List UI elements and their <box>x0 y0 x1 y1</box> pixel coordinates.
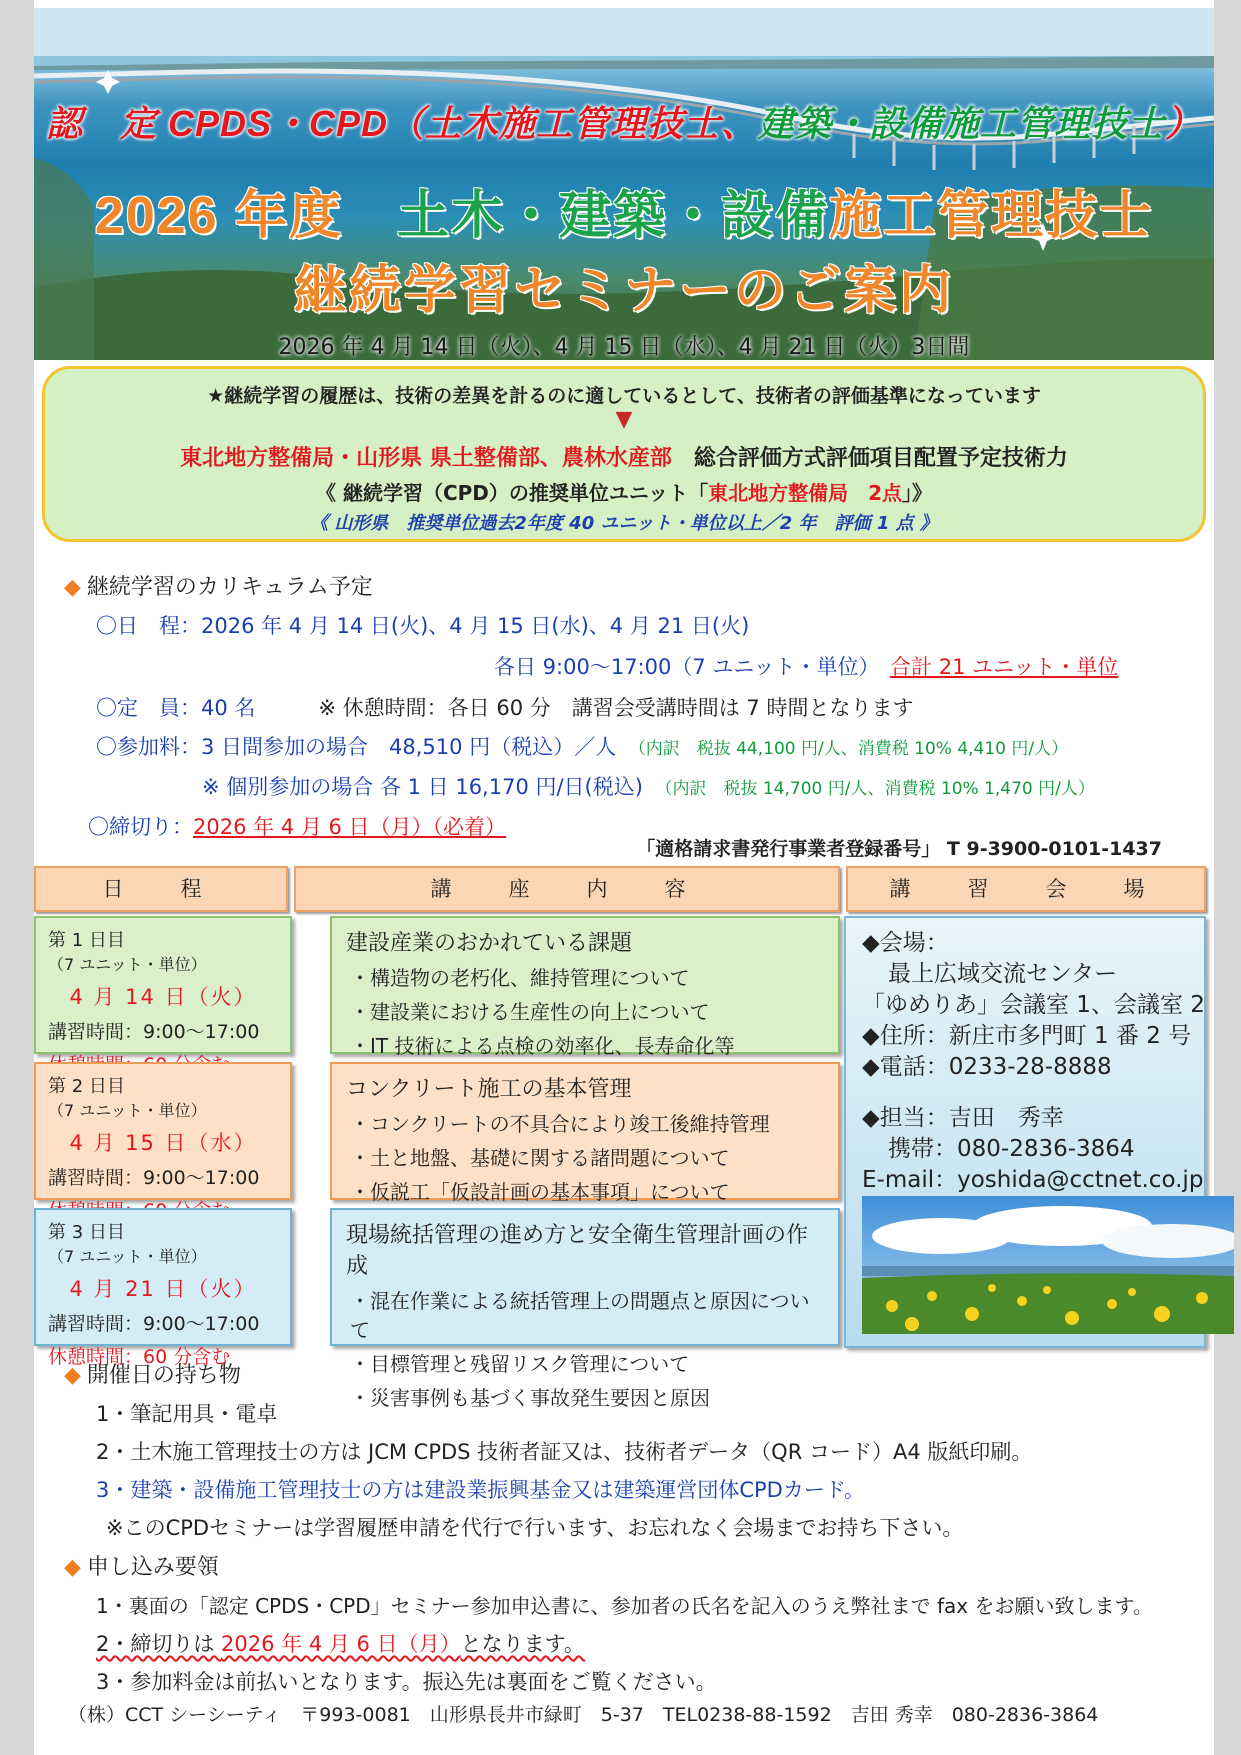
application-item-1: 1・裏面の「認定 CPDS・CPD」セミナー参加申込書に、参加者の氏名を記入のうえ弊社まで fax をお願い致します。 <box>96 1594 1153 1618</box>
deadline-row: 〇締切り：2026 年 4 月 6 日（月）（必着） <box>88 815 507 839</box>
diamond-icon: ◆ <box>64 1555 81 1580</box>
capacity-row: 〇定 員：40 名 ※ 休憩時間：各日 60 分 講習会受講時間は 7 時間となります <box>96 696 914 720</box>
invoice-registration-number: 「適格請求書発行事業者登録番号」 T 9-3900-0101-1437 <box>636 838 1162 860</box>
belongings-item-3: 3・建築・設備施工管理技士の方は建設業振興基金又は建築運営団体CPDカード。 <box>96 1478 865 1502</box>
header-venue: 講 習 会 場 <box>846 866 1206 912</box>
page <box>34 0 1214 1755</box>
curriculum-title: ◆ 継続学習のカリキュラム予定 <box>64 575 373 600</box>
venue-box: ◆会場： 最上広域交流センター 「ゆめりあ」会議室 1、会議室 2 ◆住所：新庄市多門町 1 番 2 号 ◆電話：0233-28-8888 ◆担当：吉田 秀幸 携帯：080-2836-3864 E-mail：yoshida@cctnet.co.jp <box>844 916 1206 1348</box>
fee-individual-row: ※ 個別参加の場合 各 1 日 16,170 円/日(税込) （内訳 税抜 14,700 円/人、消費税 10% 1,470 円/人） <box>202 775 1095 799</box>
day-1-content: 建設産業のおかれている課題 ・構造物の老朽化、維持管理について ・建設業における生産性の向上について ・IT 技術による点検の効率化、長寿命化等 <box>330 916 840 1054</box>
application-title: ◆ 申し込み要領 <box>64 1555 219 1580</box>
info-line-3: 《 継続学習（CPD）の推奨単位ユニット「東北地方整備局 2点」》 <box>315 481 933 505</box>
belongings-item-1: 1・筆記用具・電卓 <box>96 1402 278 1426</box>
total-units: 合計 21 ユニット・単位 <box>890 655 1119 679</box>
company-footer: （株）CCT シーシーティ 〒993-0081 山形県長井市緑町 5-37 TEL0238-88-1592 吉田 秀幸 080-2836-3864 <box>68 1704 1099 1726</box>
info-line-1: ★継続学習の履歴は、技術の差異を計るのに適しているとして、技術者の評価基準になっています <box>207 385 1041 407</box>
info-line-4: 《 山形県 推奨単位過去2年度 40 ユニット・単位以上／2 年 評価 1 点 》 <box>310 513 938 534</box>
seminar-dates: 2026 年 4 月 14 日（火）、4 月 15 日（水）、4 月 21 日（火）3日間 <box>278 335 970 360</box>
belongings-title: ◆ 開催日の持ち物 <box>64 1363 241 1388</box>
application-item-2: 2・締切りは 2026 年 4 月 6 日（月）となります。 <box>96 1632 585 1656</box>
application-item-3: 3・参加料金は前払いとなります。振込先は裏面をご覧ください。 <box>96 1670 717 1694</box>
header-banner <box>34 8 1214 360</box>
diamond-icon: ◆ <box>64 575 81 600</box>
fee-row: 〇参加料：3 日間参加の場合 48,510 円（税込）／人 （内訳 税抜 44,100 円/人、消費税 10% 4,410 円/人） <box>96 735 1069 759</box>
contact-email: E-mail：yoshida@cctnet.co.jp <box>862 1167 1204 1193</box>
certification-heading: 認 定 CPDS・CPD（土木施工管理技士、建築・設備施工管理技士） <box>45 103 1203 144</box>
schedule-row: 〇日 程：2026 年 4 月 14 日(火)、4 月 15 日(水)、4 月 21 日(火) <box>96 614 750 638</box>
seminar-subtitle: 継続学習セミナーのご案内 <box>293 262 954 320</box>
diamond-icon: ◆ <box>64 1363 81 1388</box>
day-2-content: コンクリート施工の基本管理 ・コンクリートの不具合により竣工後維持管理 ・土と地盤、基礎に関する諸問題について ・仮説工「仮設計画の基本事項」について <box>330 1062 840 1200</box>
seminar-title: 2026 年度 土木・建築・設備施工管理技士 <box>94 187 1154 245</box>
header-schedule: 日 程 <box>34 866 288 912</box>
info-line-2: 東北地方整備局・山形県 県土整備部、農林水産部 総合評価方式評価項目配置予定技術力 <box>180 446 1068 471</box>
evaluation-info-box <box>42 366 1206 542</box>
day-1-card: 第 1 日目（7 ユニット・単位） 4 月 14 日（火） 講習時間：9:00～17:00 <box>34 916 292 1054</box>
flower-field-photo <box>862 1196 1234 1334</box>
down-arrow-icon: ▼ <box>615 407 633 432</box>
belongings-item-2: 2・土木施工管理技士の方は JCM CPDS 技術者証又は、技術者データ（QR コード）A4 版紙印刷。 <box>96 1440 1033 1464</box>
day-2-card: 第 2 日目（7 ユニット・単位） 4 月 15 日（水） 講習時間：9:00～17:00 <box>34 1062 292 1200</box>
day-3-content: 現場統括管理の進め方と安全衛生管理計画の作成 ・混在作業による統括管理上の問題点と原因について ・目標管理と残留リスク管理について ・災害事例も基づく事故発生要因と原因 <box>330 1208 840 1346</box>
day-3-card: 第 3 日目（7 ユニット・単位） 4 月 21 日（火） 講習時間：9:00～17:00 休憩時間：60 分含む <box>34 1208 292 1346</box>
belongings-note: ※このCPDセミナーは学習履歴申請を代行で行います、お忘れなく会場までお持ち下さい。 <box>106 1516 964 1540</box>
header-content: 講 座 内 容 <box>294 866 840 912</box>
daily-hours-row: 各日 9:00～17:00（7 ユニット・単位） 合計 21 ユニット・単位 <box>494 655 1119 679</box>
